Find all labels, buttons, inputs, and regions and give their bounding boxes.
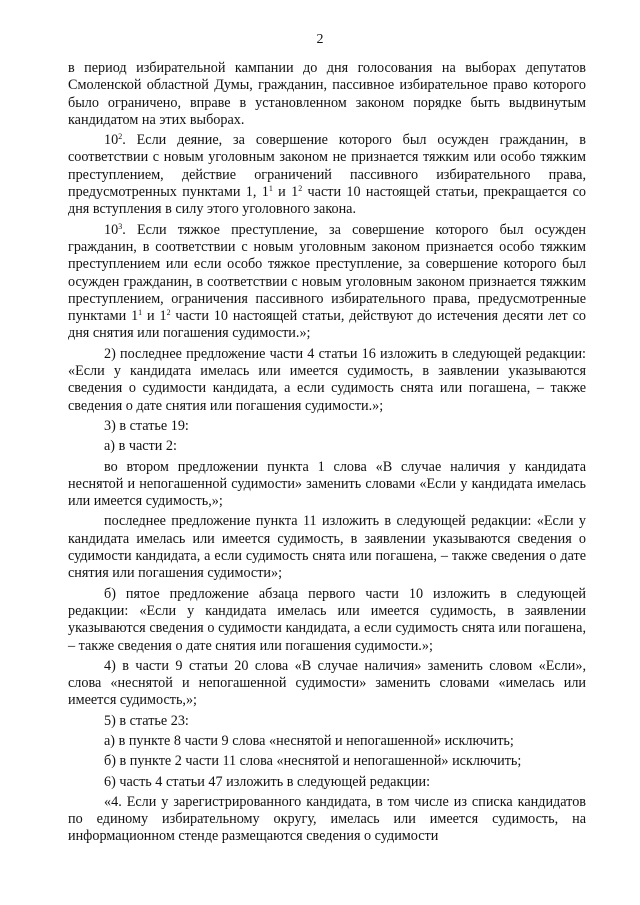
page-number: 2	[316, 32, 324, 47]
document-body	[68, 60, 586, 846]
paragraph-item-5: 5) в статье 23:	[104, 712, 189, 729]
paragraph-item-5b: б) в пункте 2 части 11 слова «неснятой и непогашенной» исключить;	[104, 753, 522, 770]
paragraph-10-2: $10^2$. Если деяние, за совершение которого был осужден гражданин, в соответствии с новым уголовным законом не признается тяжким или особо тяжким преступлением, действие ограничений пассивного избирательного права, предусмотренных пунктами 1, $1^1$ и $1^2$ части 10 настоящей статьи, прекращается со дня вступления в силу этого уголовного закона.	[68, 132, 587, 218]
paragraph-item-3: 3) в статье 19:	[104, 417, 189, 434]
paragraph-item-3a-2: последнее предложение пункта 11 изложить в следующей редакции: «Если у кандидата имелась или имеется судимость, в заявлении указываются сведения о судимости кандидата, а если судимость снята или погашена, – также сведения о дате снятия или погашения судимости»;	[68, 513, 586, 582]
paragraph-item-2: 2) последнее предложение части 4 статьи 16 изложить в следующей редакции: «Если у кандидата имелась или имеется судимость, в заявлении указываются сведения о судимости кандидата, а если судимость снята или погашена, – также сведения о дате снятия или погашения судимости.»;	[68, 345, 586, 414]
paragraph-item-3b: б) пятое предложение абзаца первого части 10 изложить в следующей редакции: «Если у кандидата имелась или имеется судимость, в заявлении указываются сведения о судимости кандидата, а если судимость снята или погашена, – также сведения о дате снятия или погашения судимости.»;	[68, 585, 586, 654]
paragraph-1: в период избирательной кампании до дня голосования на выборах депутатов Смоленской областной Думы, гражданин, пассивное избирательное право которого было ограничено, вправе в установленном законом порядке быть выдвинутым кандидатом на этих выборах.	[68, 60, 586, 128]
paragraph-item-5a: а) в пункте 8 части 9 слова «неснятой и непогашенной» исключить;	[104, 732, 514, 749]
paragraph-10-3: $10^3$. Если тяжкое преступление, за совершение которого был осужден гражданин, в соответствии с новым уголовным законом признается особо тяжким преступлением или если особо тяжкое преступление, за совершение которого был осужден гражданин, в соответствии с новым уголовным законом признается тяжким преступлением, ограничения пассивного избирательного права, предусмотренные пунктами $1^1$ и $1^2$ части 10 настоящей статьи, действуют до истечения десяти лет со дня снятия или погашения судимости.»;	[68, 221, 586, 342]
paragraph-item-6: 6) часть 4 статьи 47 изложить в следующей редакции:	[104, 773, 431, 790]
paragraph-item-3a: а) в части 2:	[104, 438, 177, 455]
paragraph-item-3a-1: во втором предложении пункта 1 слова «В случае наличия у кандидата неснятой и непогашенной судимости» заменить словами «Если у кандидата имелась или имеется судимость,»;	[68, 458, 586, 510]
paragraph-quote-4: «4. Если у зарегистрированного кандидата, в том числе из списка кандидатов по единому избирательному округу, имелась или имеется судимость, на информационном стенде размещаются сведения о судимости	[68, 793, 586, 845]
paragraph-item-4: 4) в части 9 статьи 20 слова «В случае наличия» заменить словом «Если», слова «неснятой и непогашенной судимости» заменить словами «имелась или имеется судимость,»;	[68, 657, 586, 709]
